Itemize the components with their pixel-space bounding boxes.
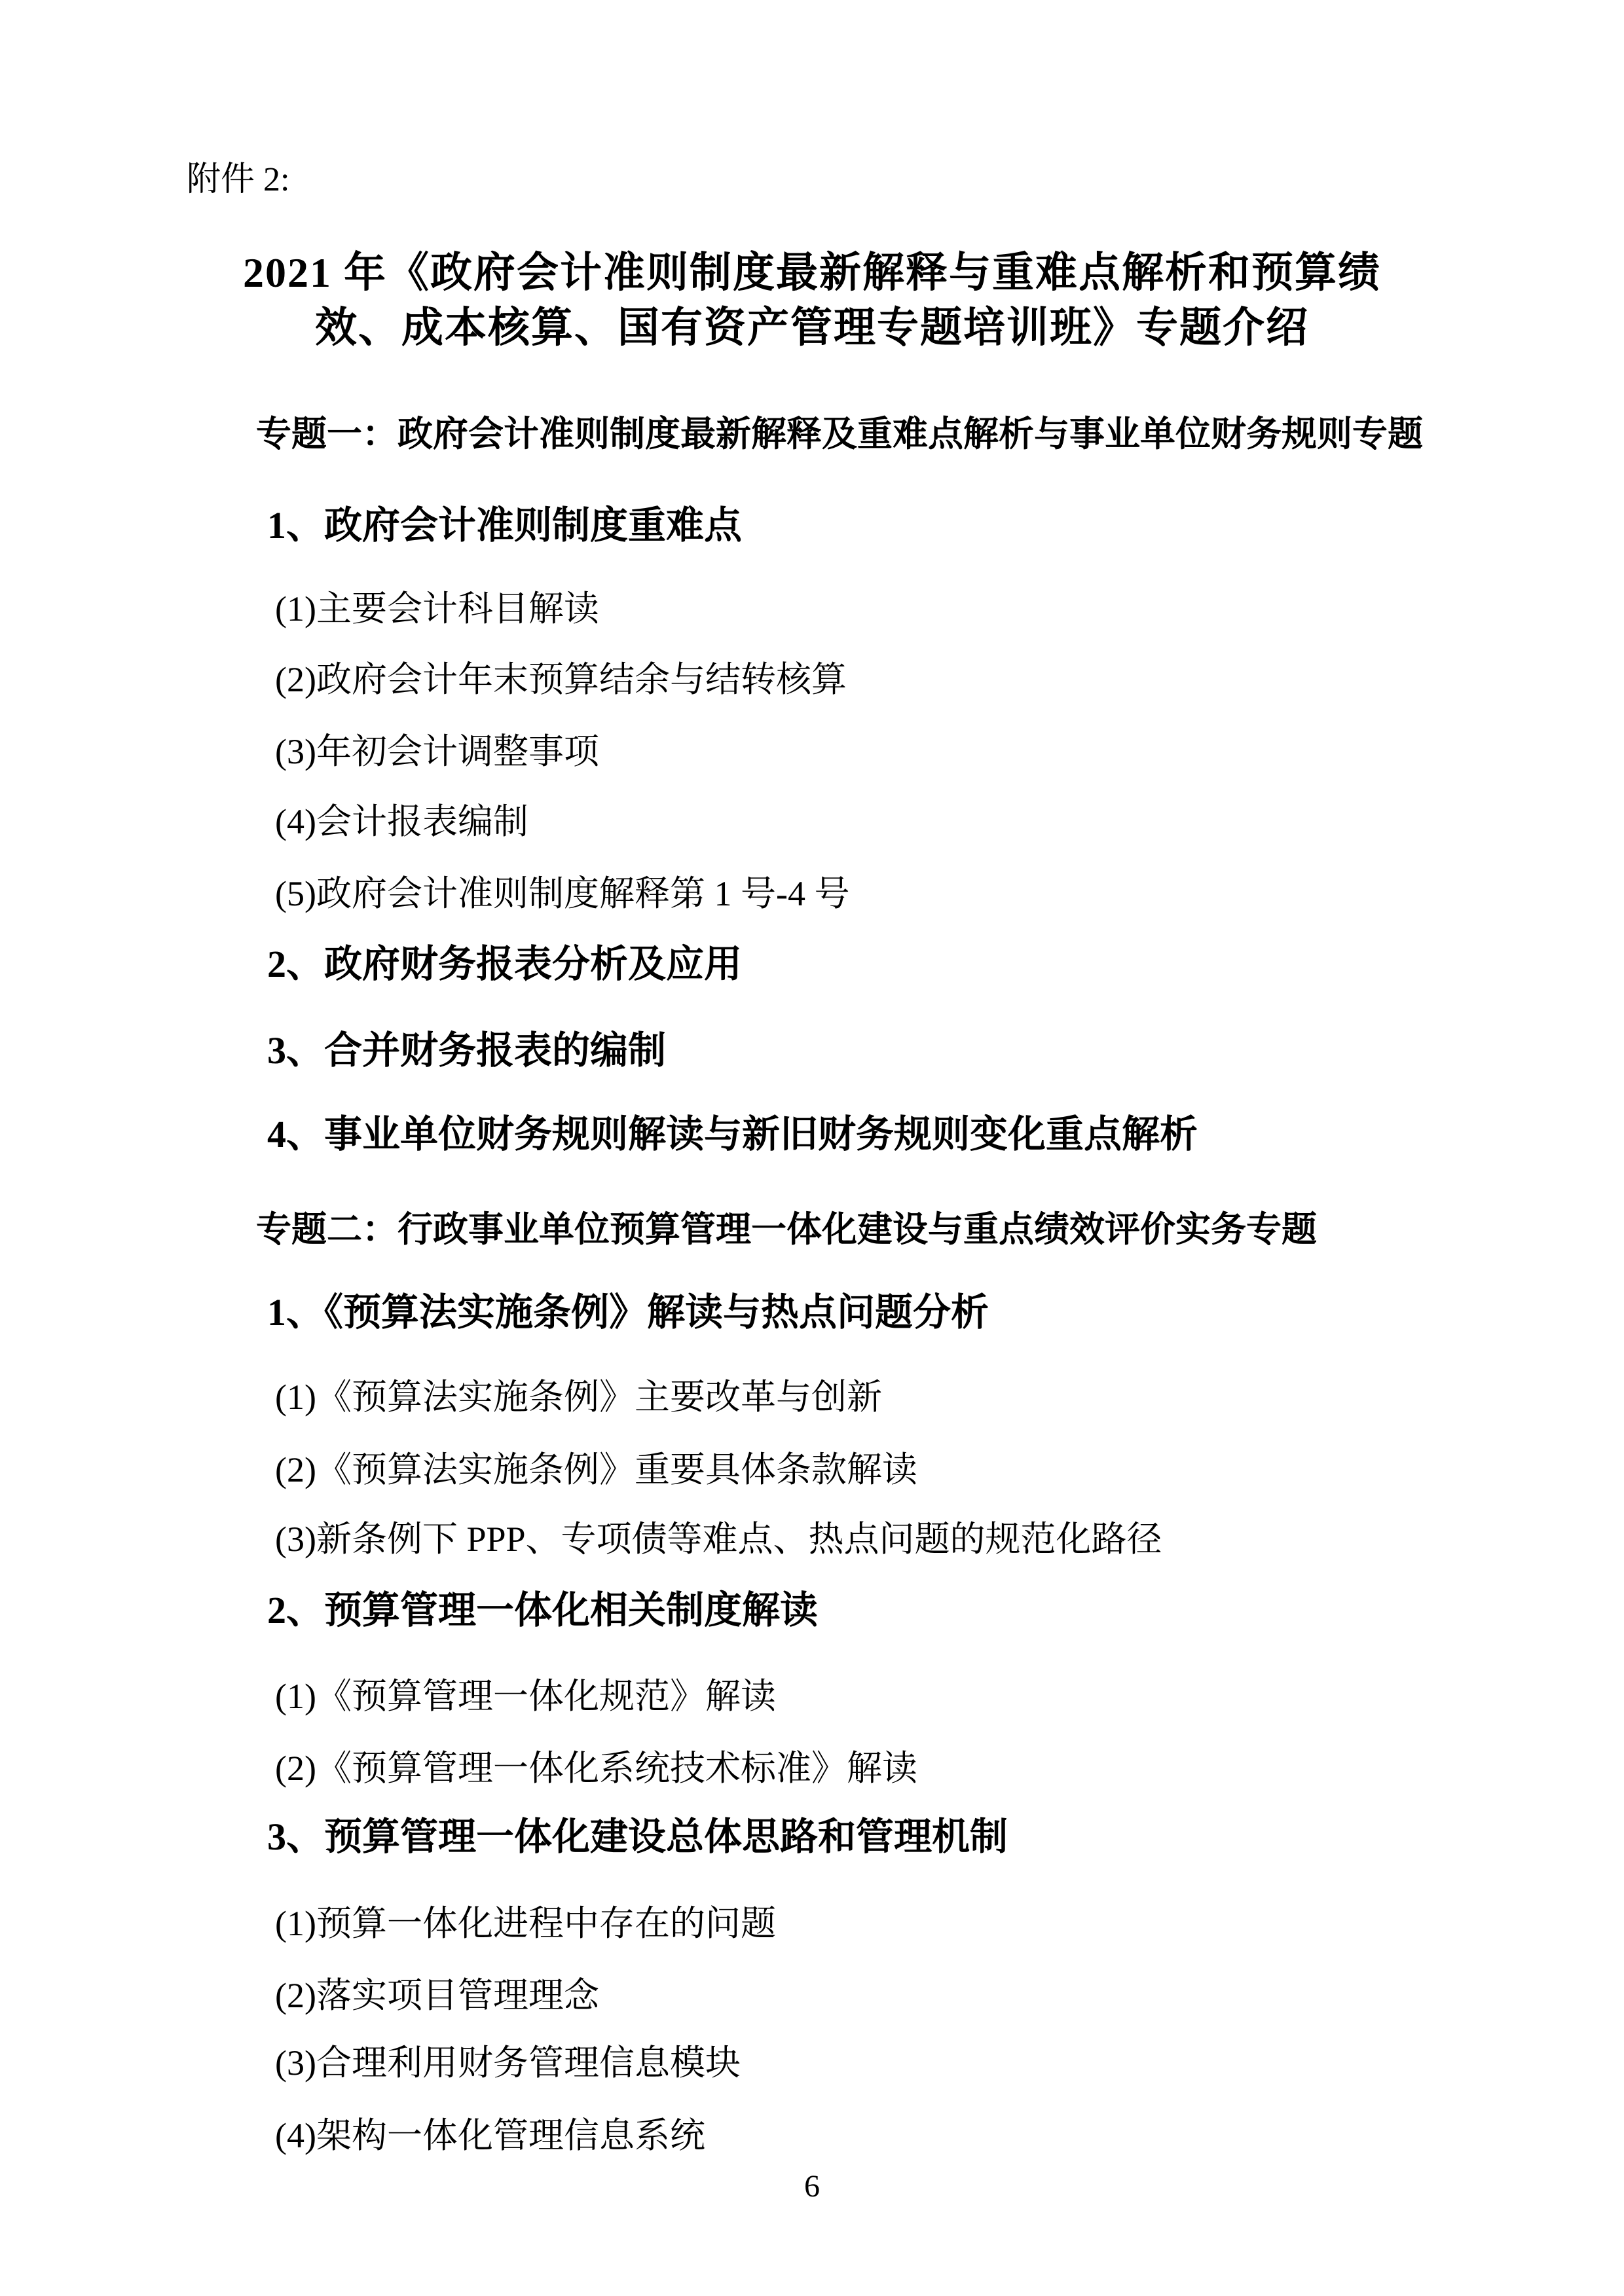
sub-item: (1)《预算管理一体化规范》解读 — [275, 1677, 776, 1716]
topic-item: 1、《预算法实施条例》解读与热点问题分析 — [267, 1291, 989, 1334]
sub-item: (4)会计报表编制 — [275, 802, 528, 841]
topic-item: 2、政府财务报表分析及应用 — [267, 943, 743, 985]
sub-item: (2)政府会计年末预算结余与结转核算 — [275, 660, 847, 699]
section-2-heading: 专题二：行政事业单位预算管理一体化建设与重点绩效评价实务专题 — [256, 1210, 1317, 1249]
topic-item: 3、合并财务报表的编制 — [267, 1029, 667, 1072]
sub-item: (2)《预算法实施条例》重要具体条款解读 — [275, 1450, 917, 1489]
topic-item: 2、预算管理一体化相关制度解读 — [267, 1589, 819, 1631]
section-1-heading: 专题一：政府会计准则制度最新解释及重难点解析与事业单位财务规则专题 — [256, 414, 1423, 454]
topic-item: 1、政府会计准则制度重难点 — [267, 504, 743, 547]
sub-item: (1)《预算法实施条例》主要改革与创新 — [275, 1377, 882, 1417]
sub-item: (3)合理利用财务管理信息模块 — [275, 2043, 741, 2083]
sub-item: (3)新条例下 PPP、专项债等难点、热点问题的规范化路径 — [275, 1520, 1162, 1559]
sub-item: (2)《预算管理一体化系统技术标准》解读 — [275, 1749, 917, 1788]
page-number: 6 — [804, 2169, 820, 2204]
sub-item: (3)年初会计调整事项 — [275, 732, 599, 771]
sub-item: (2)落实项目管理理念 — [275, 1976, 599, 2015]
page-title-line-1: 2021 年《政府会计准则制度最新解释与重难点解析和预算绩 — [243, 249, 1381, 296]
page-title-line-2: 效、成本核算、国有资产管理专题培训班》专题介绍 — [315, 304, 1309, 351]
sub-item: (1)主要会计科目解读 — [275, 589, 599, 629]
sub-item: (5)政府会计准则制度解释第 1 号-4 号 — [275, 874, 850, 913]
sub-item: (4)架构一体化管理信息系统 — [275, 2116, 705, 2155]
topic-item: 3、预算管理一体化建设总体思路和管理机制 — [267, 1815, 1008, 1858]
attachment-label: 附件 2: — [187, 161, 290, 198]
topic-item: 4、事业单位财务规则解读与新旧财务规则变化重点解析 — [267, 1113, 1198, 1156]
sub-item: (1)预算一体化进程中存在的问题 — [275, 1904, 776, 1943]
